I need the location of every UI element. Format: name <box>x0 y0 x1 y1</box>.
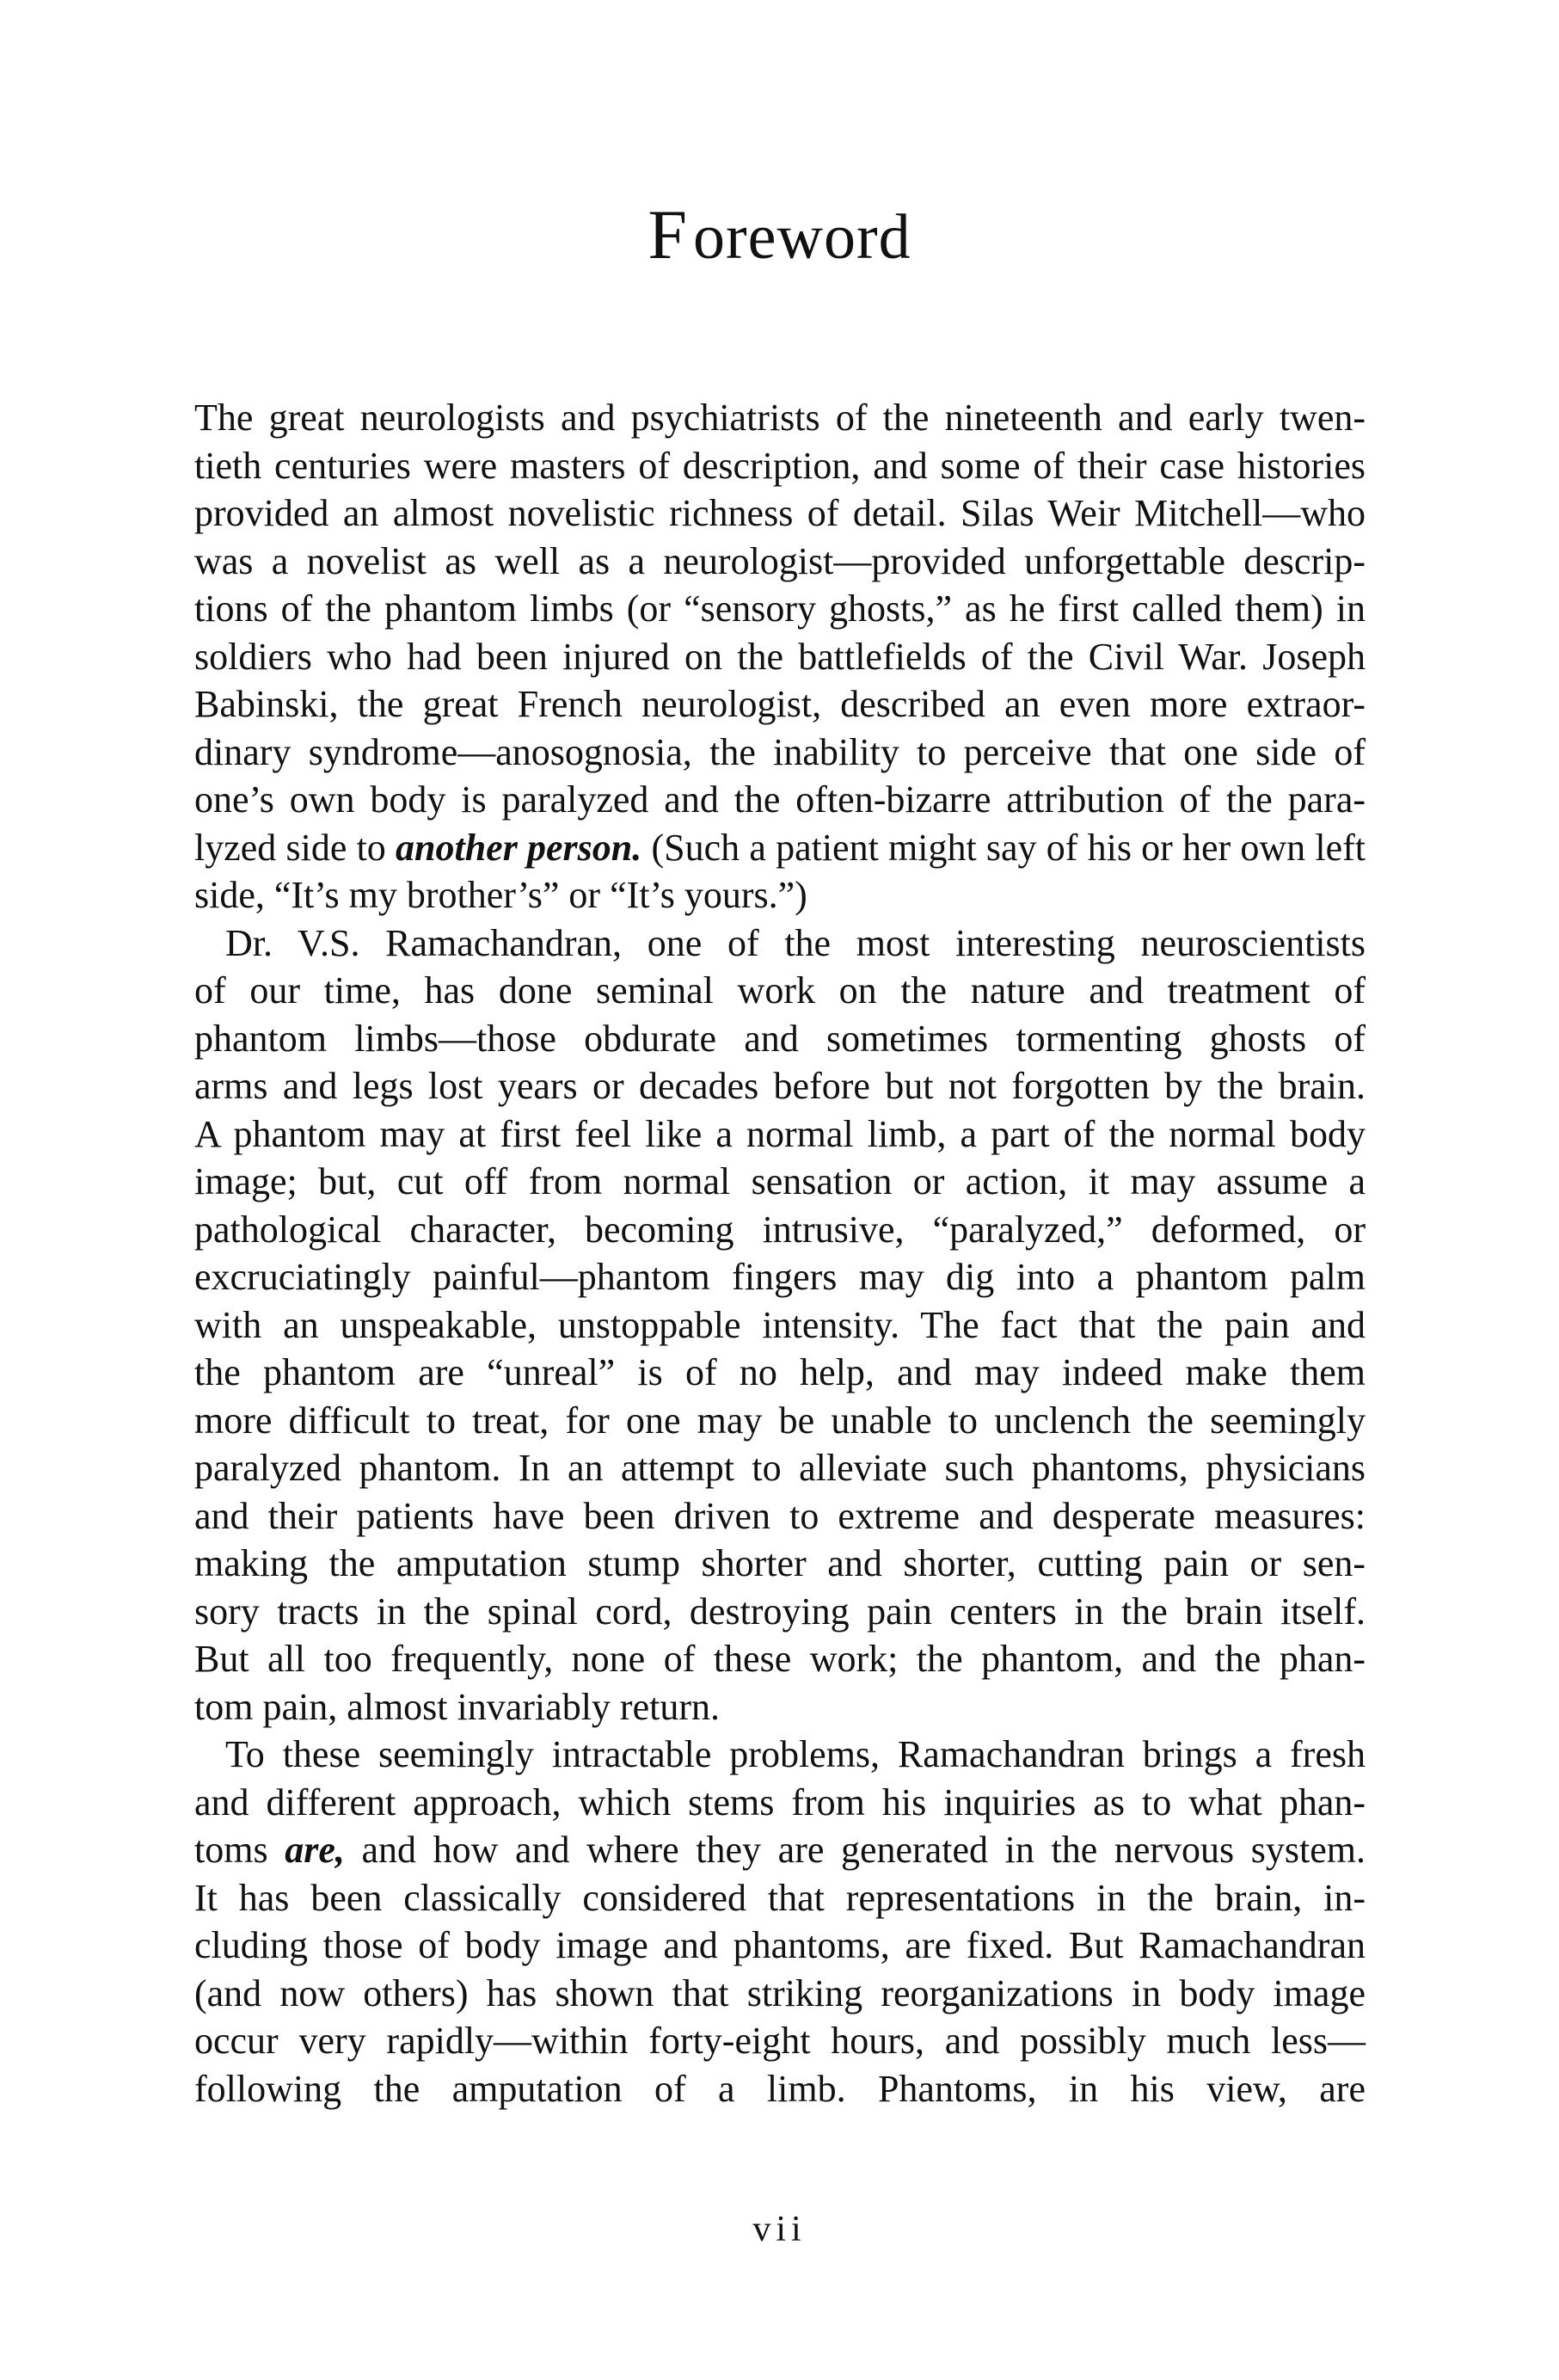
chapter-title <box>0 194 1559 274</box>
text-line: The great neurologists and psychiatrists of the nineteenth and early twen- <box>194 397 1366 439</box>
text-line: provided an almost novelistic richness of detail. Silas Weir Mitchell—who <box>194 492 1366 534</box>
text-line: But all too frequently, none of these work; the phantom, and the phan- <box>194 1638 1366 1680</box>
text-line: It has been classically considered that representations in the brain, in- <box>194 1876 1366 1919</box>
text-line: side, “It’s my brother’s” or “It’s yours.”) <box>194 874 807 916</box>
text-line: the phantom are “unreal” is of no help, and may indeed make them <box>194 1351 1366 1393</box>
text-line: sory tracts in the spinal cord, destroying pain centers in the brain itself. <box>194 1590 1366 1633</box>
page-number: vii <box>752 2210 807 2249</box>
title-rest: oreword <box>693 201 911 273</box>
text-line-emphasis: lyzed side to another person. (Such a patient might say of his or her own left <box>194 826 1366 869</box>
text-line: making the amputation stump shorter and shorter, cutting pain or sen- <box>194 1542 1366 1584</box>
text-line: following the amputation of a limb. Phantoms, in his view, are <box>194 2067 1366 2110</box>
text-line: cluding those of body image and phantoms, are fixed. But Ramachandran <box>194 1924 1366 1966</box>
text-line: was a novelist as well as a neurologist—provided unforgettable descrip- <box>194 539 1366 582</box>
text-line: of our time, has done seminal work on the nature and treatment of <box>194 969 1366 1012</box>
text-line: Babinski, the great French neurologist, described an even more extraor- <box>194 683 1366 725</box>
text-line: tom pain, almost invariably return. <box>194 1685 720 1728</box>
text-line: and their patients have been driven to extreme and desperate measures: <box>194 1494 1366 1537</box>
text-line: phantom limbs—those obdurate and sometimes tormenting ghosts of <box>194 1017 1366 1060</box>
text-line: To these seemingly intractable problems, Ramachandran brings a fresh <box>225 1733 1366 1775</box>
text-line: arms and legs lost years or decades before but not forgotten by the brain. <box>194 1065 1366 1107</box>
title-initial: F <box>648 194 689 274</box>
text-line: one’s own body is paralyzed and the often-bizarre attribution of the para- <box>194 778 1366 821</box>
text-line: with an unspeakable, unstoppable intensity. The fact that the pain and <box>194 1303 1366 1346</box>
text-line: Dr. V.S. Ramachandran, one of the most interesting neuroscientists <box>225 921 1366 964</box>
text-line: tieth centuries were masters of description, and some of their case histories <box>194 444 1366 487</box>
text-line: soldiers who had been injured on the battlefields of the Civil War. Joseph <box>194 635 1366 678</box>
text-line: image; but, cut off from normal sensation or action, it may assume a <box>194 1160 1366 1202</box>
text-line: tions of the phantom limbs (or “sensory ghosts,” as he first called them) in <box>194 587 1366 630</box>
text-line: paralyzed phantom. In an attempt to alleviate such phantoms, physicians <box>194 1447 1366 1489</box>
italic-emphasis: another person. <box>396 826 642 869</box>
text-line: A phantom may at first feel like a normal limb, a part of the normal body <box>194 1112 1366 1155</box>
text-line: dinary syndrome—anosognosia, the inability to perceive that one side of <box>194 730 1366 773</box>
text-line-emphasis: toms are, and how and where they are generated in the nervous system. <box>194 1829 1366 1871</box>
italic-emphasis: are, <box>285 1829 345 1871</box>
text-line: (and now others) has shown that striking reorganizations in body image <box>194 1971 1366 2014</box>
body-text <box>194 394 1366 2112</box>
text-line: occur very rapidly—within forty-eight hours, and possibly much less— <box>194 2020 1366 2062</box>
text-line: more difficult to treat, for one may be unable to unclench the seemingly <box>194 1399 1366 1442</box>
text-line: and different approach, which stems from his inquiries as to what phan- <box>194 1780 1366 1823</box>
text-line: excruciatingly painful—phantom fingers may dig into a phantom palm <box>194 1256 1366 1298</box>
text-line: pathological character, becoming intrusive, “paralyzed,” deformed, or <box>194 1208 1366 1251</box>
